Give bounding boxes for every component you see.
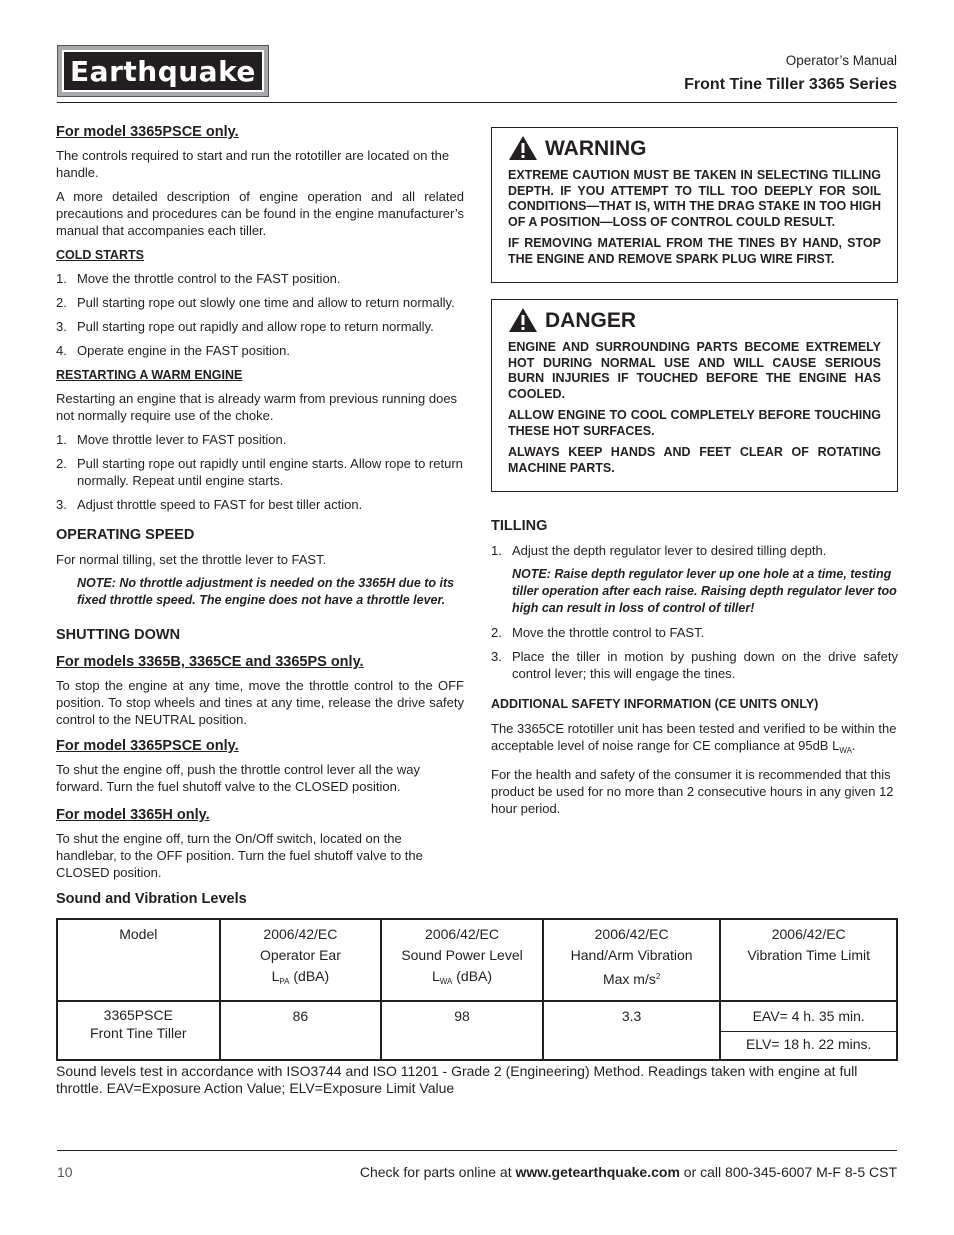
header-subtitle: Operator’s Manual xyxy=(785,53,897,68)
shutting-down-heading: SHUTTING DOWN xyxy=(56,627,181,643)
sound-vibration-table xyxy=(56,918,898,1061)
logo-badge xyxy=(62,50,264,92)
operating-speed-paragraph: For normal tilling, set the throttle lever to FAST. xyxy=(56,552,327,567)
cell-model: 3365PSCE Front Tine Tiller xyxy=(57,1001,220,1060)
warm-engine-paragraph: Restarting an engine that is already warm from previous running does not normally require use of the choke. xyxy=(56,391,458,423)
cell-operator-ear: 86 xyxy=(220,1001,382,1060)
header-cell-operator-ear: 2006/42/EC Operator Ear $L_{PA}$ (dBA) xyxy=(220,919,382,1001)
list-item: 3. Place the tiller in motion by pushing down on the drive safety control lever; this will engage the tines. xyxy=(491,649,898,681)
list-item: 2. Move the throttle control to FAST. xyxy=(491,625,705,640)
header-cell-sound-power: 2006/42/EC Sound Power Level $L_{WA}$ (dBA) xyxy=(381,919,543,1001)
intro-paragraph: The controls required to start and run the rototiller are located on the handle. xyxy=(56,148,450,180)
operating-speed-heading: OPERATING SPEED xyxy=(56,527,195,543)
right-column xyxy=(491,127,898,824)
shut-psce-heading: For model 3365PSCE only. xyxy=(56,738,239,754)
elv-value: ELV= 18 h. 22 mins. xyxy=(721,1031,896,1055)
shut-psce-paragraph: To shut the engine off, push the throttle control lever all the way forward. Turn the fuel shutoff valve to the CLOSED position. xyxy=(56,762,420,794)
tilling-list-continued xyxy=(491,624,898,682)
table-row xyxy=(57,1001,897,1060)
header-divider xyxy=(57,102,897,103)
danger-triangle-icon xyxy=(508,307,538,333)
cell-hand-arm-vibration: 3.3 xyxy=(543,1001,721,1060)
danger-text: ENGINE AND SURROUNDING PARTS BECOME EXTREMELY HOT DURING NORMAL USE AND WILL CAUSE SERIOUS BURN INJURIES IF TOUCHED BEFORE THE ENGINE HAS COOLED. xyxy=(508,340,881,401)
eav-value: EAV= 4 h. 35 min. xyxy=(752,1008,865,1024)
cell-vibration-time xyxy=(720,1001,897,1060)
logo-text: Earthquake xyxy=(70,54,256,88)
danger-text-3: ALWAYS KEEP HANDS AND FEET CLEAR OF ROTATING MACHINE PARTS. xyxy=(508,445,881,475)
shut-h-paragraph: To shut the engine off, turn the On/Off switch, located on the handlebar, to the OFF position. Turn the fuel shutoff valve to the CLOSED position. xyxy=(56,831,423,880)
tilling-heading: TILLING xyxy=(491,518,548,534)
safety-info-heading: ADDITIONAL SAFETY INFORMATION (CE UNITS ONLY) xyxy=(491,697,819,711)
page-number: 10 xyxy=(57,1164,73,1180)
sound-levels-note: Sound levels test in accordance with ISO3744 and ISO 11201 - Grade 2 (Engineering) Method. Readings taken with engine at full throttle. EAV=Exposure Action Value; ELV=Exposure Limit Value xyxy=(56,1063,858,1096)
tilling-note: NOTE: Raise depth regulator lever up one hole at a time, testing tiller operation after each raise. Raising depth regulator lever too high can result in loss of control of tiller! xyxy=(512,567,897,615)
list-item: 3. Adjust throttle speed to FAST for best tiller action. xyxy=(56,497,363,512)
warning-triangle-icon xyxy=(508,135,538,161)
warning-text: EXTREME CAUTION MUST BE TAKEN IN SELECTING TILLING DEPTH. IF YOU ATTEMPT TO TILL TOO DEEPLY FOR SOIL CONDITIONS—THAT IS, WITH THE DRAG STAKE IN TOO HIGH OF A POSITION—LOSS OF CONTROL COULD RESULT. xyxy=(508,168,881,229)
header-title: Front Tine Tiller 3365 Series xyxy=(684,76,897,93)
table-header-row xyxy=(57,919,897,1001)
shut-models-paragraph: To stop the engine at any time, move the throttle control to the OFF position. To stop wheels and tines at any time, release the drive safety control to the NEUTRAL position. xyxy=(56,678,464,727)
danger-box xyxy=(491,299,898,492)
warm-engine-heading: RESTARTING A WARM ENGINE xyxy=(56,368,243,382)
list-item: 1. Adjust the depth regulator lever to desired tilling depth. xyxy=(491,543,827,558)
list-item: 2. Pull starting rope out slowly one time and allow to return normally. xyxy=(56,295,455,310)
footer-text: Check for parts online at www.getearthquake.com or call 800-345-6007 M-F 8-5 CST xyxy=(359,1164,897,1180)
danger-text-2: ALLOW ENGINE TO COOL COMPLETELY BEFORE TOUCHING THESE HOT SURFACES. xyxy=(508,408,881,438)
footer-divider xyxy=(57,1150,897,1151)
warning-text-2: IF REMOVING MATERIAL FROM THE TINES BY HAND, STOP THE ENGINE AND REMOVE SPARK PLUG WIRE FIRST. xyxy=(508,236,881,266)
list-item: 4. Operate engine in the FAST position. xyxy=(56,343,290,358)
header-cell-model: Model xyxy=(57,919,220,1001)
operating-speed-note: NOTE: No throttle adjustment is needed on the 3365H due to its fixed throttle speed. The engine does not have a throttle lever. xyxy=(77,576,455,607)
danger-heading xyxy=(508,307,881,333)
list-item: 1. Move throttle lever to FAST position. xyxy=(56,432,287,447)
list-item: 2. Pull starting rope out rapidly until engine starts. Allow rope to return normally. Repeat until engine starts. xyxy=(56,456,463,488)
safety-paragraph-2: For the health and safety of the consumer it is recommended that this product be used for no more than 2 consecutive hours in any given 12 hour period. xyxy=(491,767,894,816)
warm-engine-list xyxy=(56,431,464,513)
shut-h-heading: For model 3365H only. xyxy=(56,807,210,823)
brand-logo xyxy=(57,45,269,97)
model-3365psce-heading: For model 3365PSCE only. xyxy=(56,124,239,140)
tilling-list xyxy=(491,542,898,559)
list-item: 1. Move the throttle control to the FAST position. xyxy=(56,271,341,286)
cell-sound-power: 98 xyxy=(381,1001,543,1060)
intro-paragraph-2: A more detailed description of engine operation and all related precautions and procedures can be found in the engine manufacturer’s manual that accompanies each tiller. xyxy=(56,189,464,238)
header-cell-hand-arm-vibration: 2006/42/EC Hand/Arm Vibration Max $m/s^2$ xyxy=(543,919,721,1001)
safety-paragraph: The 3365CE rototiller unit has been tested and verified to be within the acceptable level of noise range for CE compliance at 95dB $L_{WA}$. xyxy=(491,721,897,755)
list-item: 3. Pull starting rope out rapidly and allow rope to return normally. xyxy=(56,319,434,334)
sound-vibration-heading: Sound and Vibration Levels xyxy=(56,891,247,907)
left-column xyxy=(56,124,464,888)
header-cell-vibration-time: 2006/42/EC Vibration Time Limit xyxy=(720,919,897,1001)
danger-title: DANGER xyxy=(545,308,637,332)
shut-models-heading: For models 3365B, 3365CE and 3365PS only. xyxy=(56,654,364,670)
warning-heading xyxy=(508,135,881,161)
warning-box xyxy=(491,127,898,283)
website-link[interactable]: www.getearthquake.com xyxy=(515,1164,680,1180)
cold-starts-list xyxy=(56,270,464,359)
warning-title: WARNING xyxy=(545,136,647,160)
cold-starts-heading: COLD STARTS xyxy=(56,248,144,262)
